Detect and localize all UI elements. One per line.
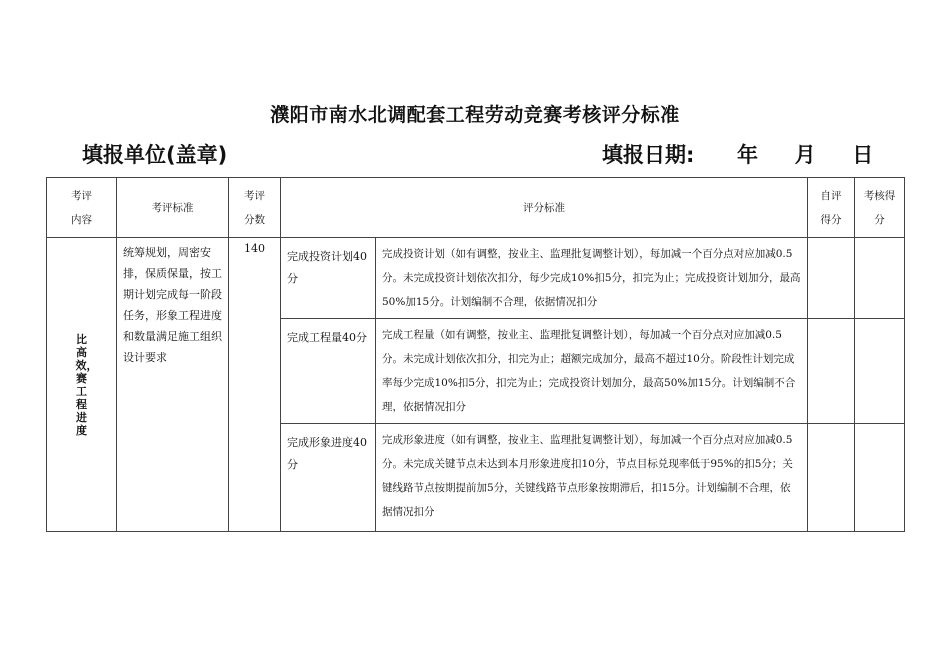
audit-score-cell[interactable] <box>855 319 905 424</box>
criteria-cell: 完成投资计划（如有调整，按业主、监理批复调整计划），每加减一个百分点对应加减0.5分。未完成投资计划依次扣分，每少完成10%扣5分，扣完为止；完成投资计划加分，最高50%加15分。计划编制不合理，依据情况扣分 <box>376 238 808 319</box>
score-cell: 140 <box>229 238 281 532</box>
date-label: 填报日期: <box>602 143 695 167</box>
criteria-cell: 完成形象进度（如有调整，按业主、监理批复调整计划），每加减一个百分点对应加减0.5分。未完成关键节点未达到本月形象进度扣10分，节点目标兑现率低于95%的扣5分；关键线路节点按期提前加5分，关键线路节点形象按期滞后，扣15分。计划编制不合理，依据情况扣分 <box>376 424 808 532</box>
unit-label: 填报单位(盖章) <box>82 143 228 167</box>
item-cell: 完成形象进度40分 <box>281 424 376 532</box>
table-row <box>47 238 905 319</box>
header-criteria: 评分标准 <box>281 178 808 238</box>
category-cell: 比高效，赛工程进度 <box>47 238 117 532</box>
audit-score-cell[interactable] <box>855 424 905 532</box>
month-label: 月 <box>794 143 816 167</box>
header-audit-score: 考核得分 <box>855 178 905 238</box>
header-score: 考评分数 <box>229 178 281 238</box>
header-content: 考评内容 <box>47 178 117 238</box>
standard-cell: 统筹规划，周密安排，保质保量，按工期计划完成每一阶段任务，形象工程进度和数量满足施工组织设计要求 <box>117 238 229 532</box>
score-table <box>46 177 905 532</box>
header-standard: 考评标准 <box>117 178 229 238</box>
year-label: 年 <box>737 143 759 167</box>
document-title: 濮阳市南水北调配套工程劳动竞赛考核评分标准 <box>270 104 680 126</box>
self-score-cell[interactable] <box>808 238 855 319</box>
audit-score-cell[interactable] <box>855 238 905 319</box>
self-score-cell[interactable] <box>808 424 855 532</box>
day-label: 日 <box>852 143 874 167</box>
table-header-row <box>47 178 905 238</box>
header-self-score: 自评得分 <box>808 178 855 238</box>
criteria-cell: 完成工程量（如有调整，按业主、监理批复调整计划），每加减一个百分点对应加减0.5分。未完成计划依次扣分，扣完为止；超额完成加分，最高不超过10分。阶段性计划完成率每少完成10%扣5分，扣完为止；完成投资计划加分，最高50%加15分。计划编制不合理，依据情况扣分 <box>376 319 808 424</box>
item-cell: 完成投资计划40分 <box>281 238 376 319</box>
self-score-cell[interactable] <box>808 319 855 424</box>
date-field <box>602 139 873 169</box>
item-cell: 完成工程量40分 <box>281 319 376 424</box>
